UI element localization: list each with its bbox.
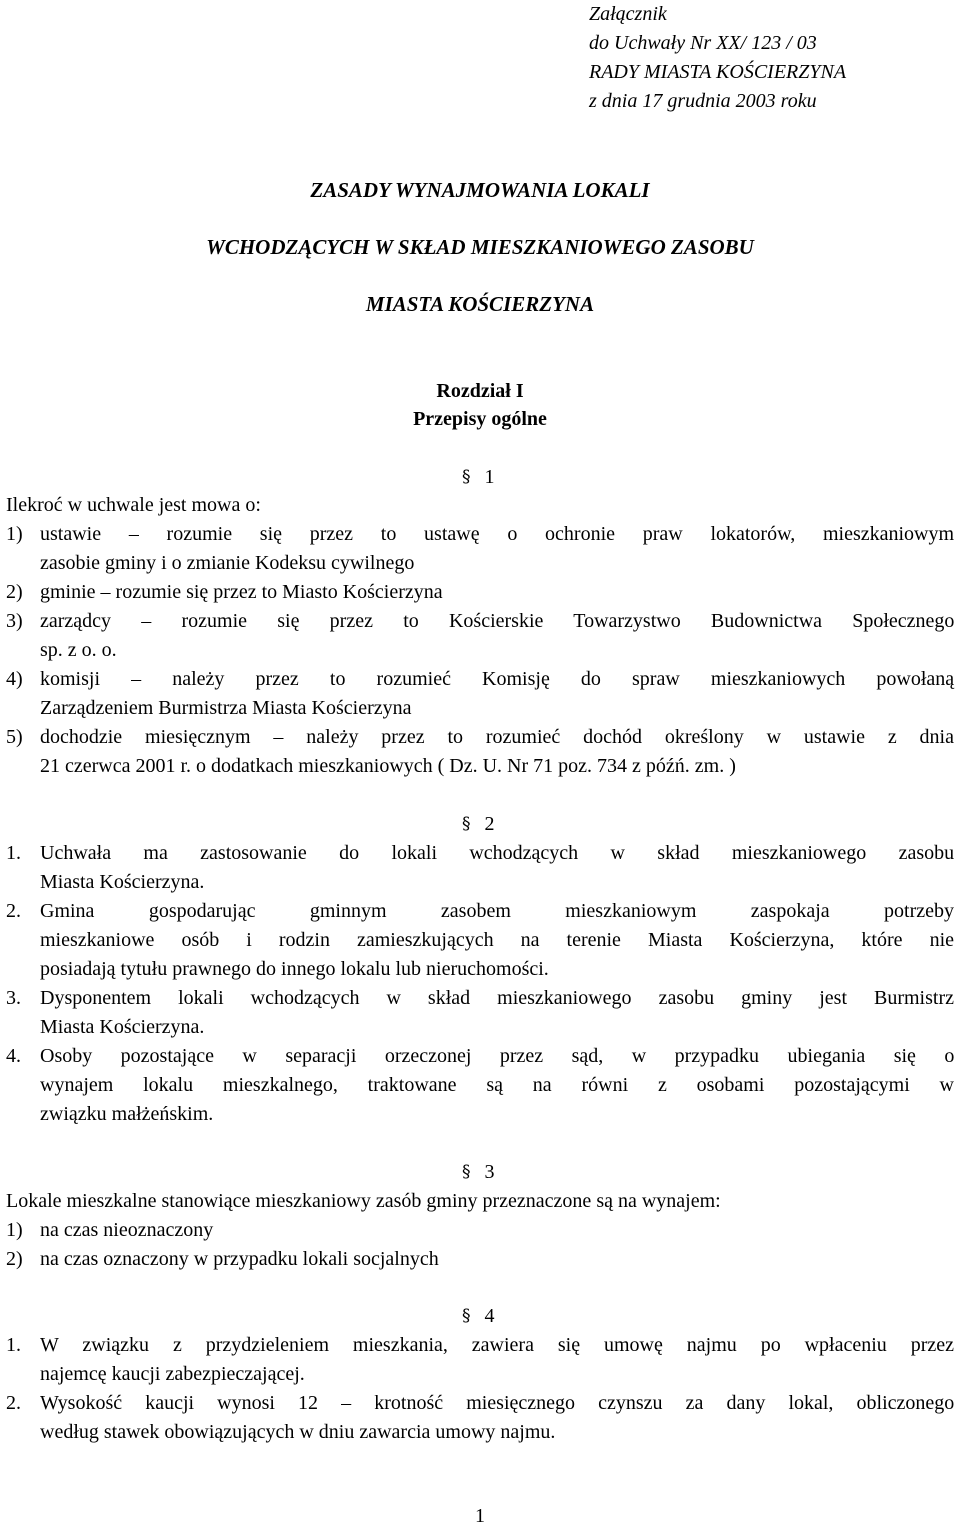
item-number: 4)	[6, 668, 23, 690]
section-number: 4	[484, 1305, 495, 1327]
item-number: 2)	[6, 1248, 23, 1270]
section-heading	[462, 463, 495, 492]
item-text: zarządcy – rozumie się przez to Kościerskie Towarzystwo Budownictwa Społecznego	[40, 610, 955, 632]
item-text: ustawie – rozumie się przez to ustawę o ochronie praw lokatorów, mieszkaniowym	[40, 523, 955, 545]
section-number: 2	[484, 813, 495, 835]
item-text: na czas nieoznaczony	[40, 1219, 214, 1241]
item-number: 3.	[6, 987, 21, 1009]
item-number: 1.	[6, 842, 21, 864]
annex-line: do Uchwały Nr XX/ 123 / 03	[589, 32, 817, 54]
item-number: 4.	[6, 1045, 21, 1067]
item-text: Uchwała ma zastosowanie do lokali wchodzących w skład mieszkaniowego zasobu	[40, 842, 955, 864]
item-text: W związku z przydzieleniem mieszkania, zawiera się umowę najmu po wpłaceniu przez	[40, 1334, 954, 1356]
section-intro: Ilekroć w uchwale jest mowa o:	[6, 494, 261, 516]
item-text: związku małżeńskim.	[40, 1103, 214, 1125]
section-symbol: §	[462, 467, 471, 487]
item-text: dochodzie miesięcznym – należy przez to rozumieć dochód określony w ustawie z dnia	[40, 726, 954, 748]
section-symbol: §	[462, 814, 471, 834]
item-text: posiadają tytułu prawnego do innego lokalu lub nieruchomości.	[40, 958, 549, 980]
item-text: na czas oznaczony w przypadku lokali socjalnych	[40, 1248, 439, 1270]
chapter-name: Przepisy ogólne	[413, 408, 547, 430]
item-number: 2.	[6, 900, 21, 922]
section-heading	[462, 810, 495, 839]
item-text: zasobie gminy i o zmianie Kodeksu cywilnego	[40, 552, 415, 574]
section-symbol: §	[462, 1306, 471, 1326]
item-text: wynajem lokalu mieszkalnego, traktowane są na równi z osobami pozostającymi w	[40, 1074, 954, 1096]
item-text: Gmina gospodarując gminnym zasobem mieszkaniowym zaspokaja potrzeby	[40, 900, 954, 922]
annex-header	[589, 0, 846, 116]
annex-line: z dnia 17 grudnia 2003 roku	[589, 90, 817, 112]
item-number: 1)	[6, 1219, 23, 1241]
item-text: Miasta Kościerzyna.	[40, 871, 205, 893]
item-number: 5)	[6, 726, 23, 748]
section-symbol: §	[462, 1162, 471, 1182]
item-text: Wysokość kaucji wynosi 12 – krotność miesięcznego czynszu za dany lokal, obliczonego	[40, 1392, 955, 1414]
chapter-number: Rozdział I	[436, 380, 524, 402]
item-number: 1.	[6, 1334, 21, 1356]
item-text: gminie – rozumie się przez to Miasto Kościerzyna	[40, 581, 443, 603]
item-text: komisji – należy przez to rozumieć Komisję do spraw mieszkaniowych powołaną	[40, 668, 955, 690]
section-heading	[462, 1302, 495, 1331]
item-text: mieszkaniowe osób i rodzin zamieszkujących na terenie Miasta Kościerzyna, które nie	[40, 929, 954, 951]
section-number: 1	[484, 466, 495, 488]
item-number: 2)	[6, 581, 23, 603]
section-intro: Lokale mieszkalne stanowiące mieszkaniowy zasób gminy przeznaczone są na wynajem:	[6, 1190, 721, 1212]
section-number: 3	[484, 1161, 495, 1183]
document-title-line: WCHODZĄCYCH W SKŁAD MIESZKANIOWEGO ZASOBU	[206, 235, 754, 259]
item-text: Zarządzeniem Burmistrza Miasta Kościerzyna	[40, 697, 412, 719]
annex-line: RADY MIASTA KOŚCIERZYNA	[589, 61, 847, 83]
item-number: 3)	[6, 610, 23, 632]
item-text: według stawek obowiązujących w dniu zawarcia umowy najmu.	[40, 1421, 556, 1443]
section-heading	[462, 1158, 495, 1187]
document-title-line: MIASTA KOŚCIERZYNA	[365, 292, 595, 316]
page-number: 1	[475, 1505, 485, 1527]
item-text: Dysponentem lokali wchodzących w skład mieszkaniowego zasobu gminy jest Burmistrz	[40, 987, 954, 1009]
item-text: najemcę kaucji zabezpieczającej.	[40, 1363, 305, 1385]
item-text: Miasta Kościerzyna.	[40, 1016, 205, 1038]
document-title-line: ZASADY WYNAJMOWANIA LOKALI	[310, 178, 650, 202]
item-text: sp. z o. o.	[40, 639, 117, 661]
item-number: 2.	[6, 1392, 21, 1414]
item-text: 21 czerwca 2001 r. o dodatkach mieszkaniowych ( Dz. U. Nr 71 poz. 734 z późń. zm. )	[40, 755, 736, 777]
item-text: Osoby pozostające w separacji orzeczonej przez sąd, w przypadku ubiegania się o	[40, 1045, 955, 1067]
item-number: 1)	[6, 523, 23, 545]
annex-line: Załącznik	[589, 3, 667, 25]
